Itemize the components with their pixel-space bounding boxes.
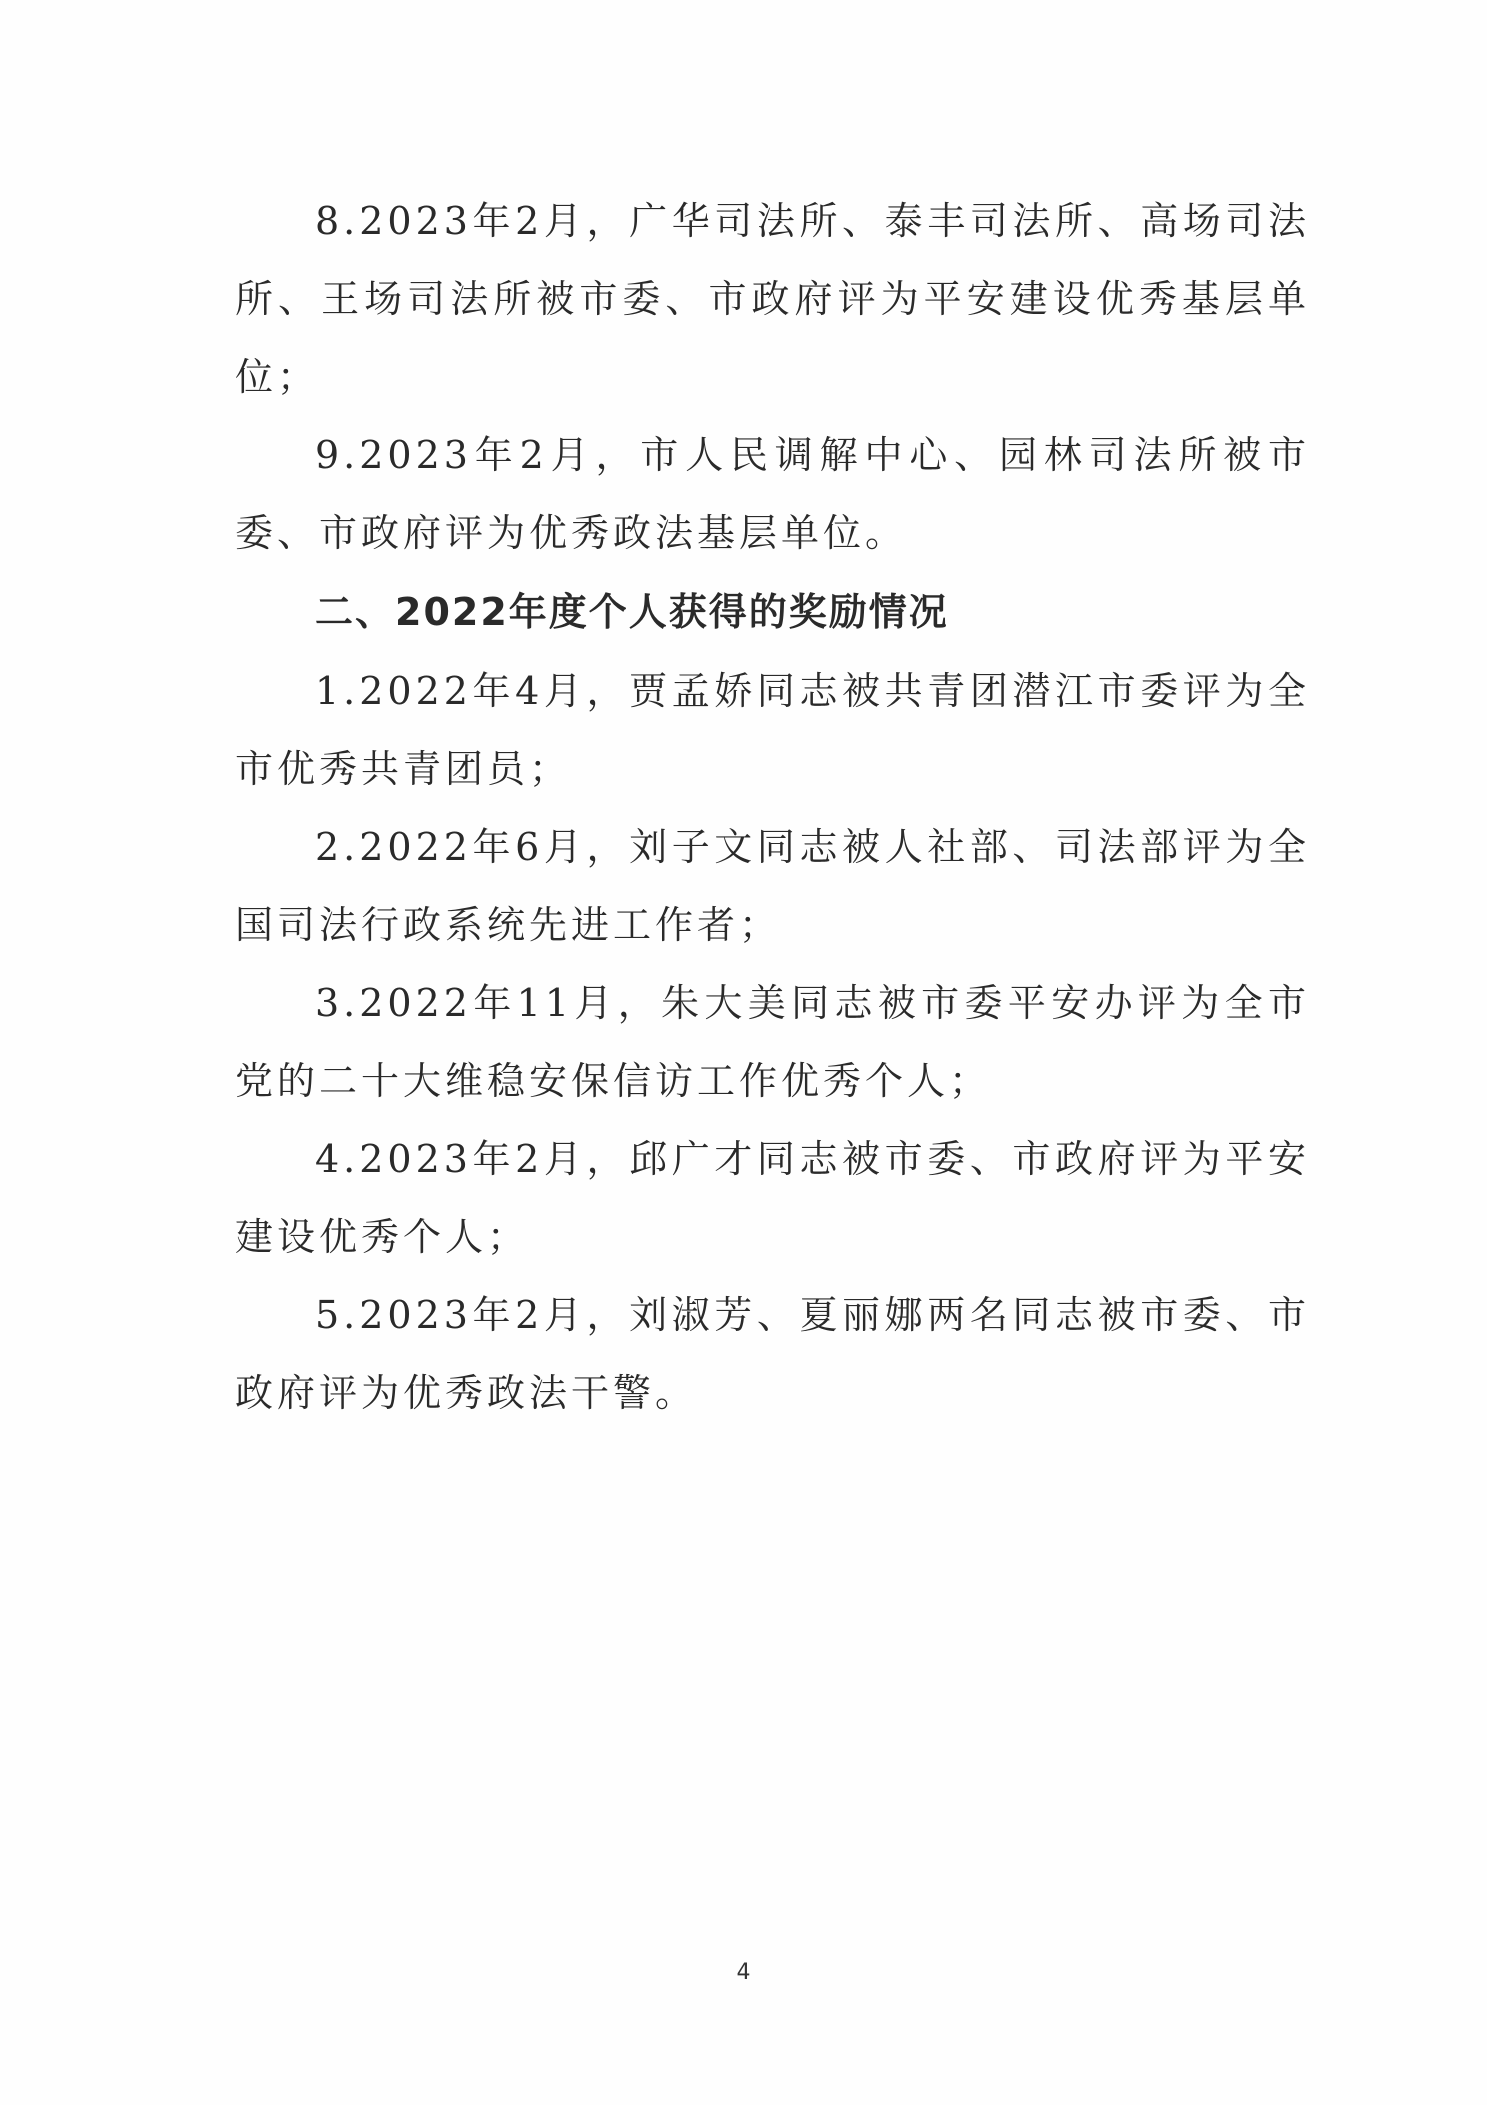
award-item-3: 3.2022年11月，朱大美同志被市委平安办评为全市党的二十大维稳安保信访工作优秀个人； — [235, 981, 1310, 1103]
award-item-4: 4.2023年2月，邱广才同志被市委、市政府评为平安建设优秀个人； — [235, 1137, 1310, 1259]
award-item-5: 5.2023年2月，刘淑芳、夏丽娜两名同志被市委、市政府评为优秀政法干警。 — [235, 1293, 1310, 1415]
award-item-1: 1.2022年4月，贾孟娇同志被共青团潜江市委评为全市优秀共青团员； — [235, 669, 1310, 791]
section-heading: 二、2022年度个人获得的奖励情况 — [315, 590, 949, 634]
award-item-2: 2.2022年6月，刘子文同志被人社部、司法部评为全国司法行政系统先进工作者； — [235, 825, 1310, 947]
paragraph-item-9: 9.2023年2月，市人民调解中心、园林司法所被市委、市政府评为优秀政法基层单位。 — [235, 433, 1310, 555]
page-number: 4 — [736, 1960, 751, 1985]
document-body — [235, 182, 1310, 1432]
paragraph-item-8: 8.2023年2月，广华司法所、泰丰司法所、高场司法所、王场司法所被市委、市政府评为平安建设优秀基层单位； — [235, 199, 1310, 399]
